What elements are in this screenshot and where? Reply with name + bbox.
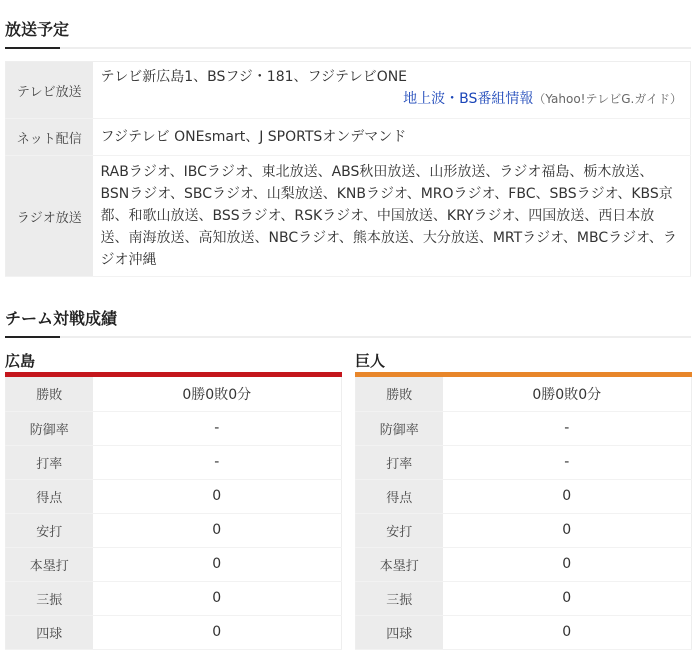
stat-row — [356, 547, 692, 581]
stat-value: 0 — [443, 581, 692, 615]
row-label: ネット配信 — [6, 119, 93, 156]
stat-value: - — [93, 445, 342, 479]
team-name: 巨人 — [355, 352, 386, 370]
row-value — [93, 62, 691, 119]
stat-row — [356, 615, 692, 649]
stat-row — [356, 513, 692, 547]
stat-row — [6, 411, 342, 445]
stat-value: - — [93, 411, 342, 445]
broadcast-section-title: 放送予定 — [5, 20, 70, 39]
stat-label: 得点 — [356, 479, 443, 513]
row-label: ラジオ放送 — [6, 156, 93, 277]
tv-guide-note: （Yahoo!テレビG.ガイド） — [533, 92, 682, 106]
stat-label: 勝敗 — [6, 377, 93, 411]
tv-channels: テレビ新広島1、BSフジ・181、フジテレビONE — [100, 69, 408, 85]
broadcast-title-rule — [5, 47, 691, 49]
stat-value: 0 — [93, 615, 342, 649]
stat-row — [6, 479, 342, 513]
stat-label: 本塁打 — [356, 547, 443, 581]
stat-label: 打率 — [356, 445, 443, 479]
stat-value: - — [443, 445, 692, 479]
stat-label: 防御率 — [6, 411, 93, 445]
title-accent — [5, 47, 60, 49]
stat-row — [356, 411, 692, 445]
row-label: テレビ放送 — [6, 62, 93, 119]
tv-guide-link-row — [101, 88, 683, 110]
stat-row — [6, 581, 342, 615]
broadcast-row-tv — [6, 62, 691, 119]
stat-row — [6, 615, 342, 649]
stat-row — [6, 377, 342, 411]
stat-label: 防御率 — [356, 411, 443, 445]
stat-row — [356, 445, 692, 479]
stat-label: 得点 — [6, 479, 93, 513]
stat-value: 0 — [93, 547, 342, 581]
stat-row — [6, 445, 342, 479]
stat-row — [356, 377, 692, 411]
stat-value: 0勝0敗0分 — [93, 377, 342, 411]
team-name: 広島 — [5, 352, 36, 370]
stat-label: 安打 — [356, 513, 443, 547]
broadcast-row-net — [6, 119, 691, 156]
team-stats-table — [355, 377, 692, 650]
title-accent — [5, 336, 60, 338]
stat-value: 0 — [93, 479, 342, 513]
row-value: RABラジオ、IBCラジオ、東北放送、ABS秋田放送、山形放送、ラジオ福島、栃木放送、BSNラジオ、SBCラジオ、山梨放送、KNBラジオ、MROラジオ、FBC、SBSラジオ、KBS京都、和歌山放送、BSSラジオ、RSKラジオ、中国放送、KRYラジオ、四国放送、西日本放送、南海放送、高知放送、NBCラジオ、熊本放送、大分放送、MRTラジオ、MBCラジオ、ラジオ沖縄 — [93, 156, 691, 277]
stat-label: 四球 — [6, 615, 93, 649]
stat-row — [6, 547, 342, 581]
matchup-title-rule — [5, 336, 691, 338]
stat-label: 三振 — [356, 581, 443, 615]
team-card-hiroshima — [5, 350, 342, 650]
stat-label: 安打 — [6, 513, 93, 547]
stat-value: - — [443, 411, 692, 445]
stat-value: 0勝0敗0分 — [443, 377, 692, 411]
stat-row — [356, 581, 692, 615]
stat-label: 打率 — [6, 445, 93, 479]
stat-value: 0 — [443, 479, 692, 513]
row-value: フジテレビ ONEsmart、J SPORTSオンデマンド — [93, 119, 691, 156]
stat-label: 四球 — [356, 615, 443, 649]
stat-value: 0 — [443, 547, 692, 581]
broadcast-row-radio — [6, 156, 691, 277]
broadcast-table — [5, 61, 691, 277]
team-card-giants — [355, 350, 692, 650]
stat-value: 0 — [93, 581, 342, 615]
stat-value: 0 — [443, 513, 692, 547]
team-stats-table — [5, 377, 342, 650]
stat-label: 勝敗 — [356, 377, 443, 411]
stat-row — [356, 479, 692, 513]
stat-value: 0 — [93, 513, 342, 547]
matchup-section-title: チーム対戦成績 — [5, 309, 118, 328]
tv-guide-link[interactable]: 地上波・BS番組情報 — [403, 91, 534, 107]
stat-row — [6, 513, 342, 547]
stat-label: 本塁打 — [6, 547, 93, 581]
stat-value: 0 — [443, 615, 692, 649]
stat-label: 三振 — [6, 581, 93, 615]
